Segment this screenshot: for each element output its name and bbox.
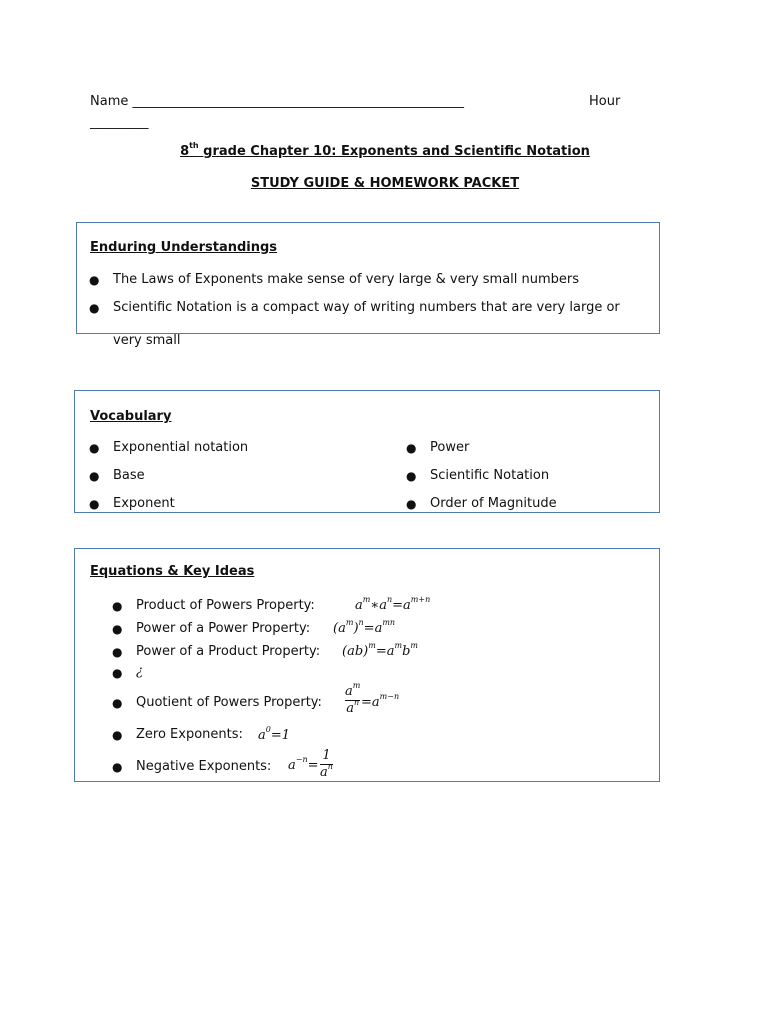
bullet-icon: ● (112, 599, 123, 613)
vocab-item: Power (430, 440, 470, 455)
hour-label: Hour (589, 94, 621, 109)
bullet-icon: ● (406, 497, 417, 511)
bullet-icon: ● (112, 760, 123, 774)
equation-label: Negative Exponents: (136, 759, 272, 774)
enduring-heading: Enduring Understandings (90, 240, 278, 255)
bullet-icon: ● (112, 666, 123, 680)
bullet-icon: ● (89, 301, 100, 315)
equations-heading: Equations & Key Ideas (90, 564, 255, 579)
page-subtitle: STUDY GUIDE & HOMEWORK PACKET (250, 176, 520, 191)
bullet-icon: ● (112, 622, 123, 636)
bullet-icon: ● (112, 728, 123, 742)
equation-label: Product of Powers Property: (136, 598, 315, 613)
bullet-icon: ● (89, 497, 100, 511)
equation-label: Zero Exponents: (136, 727, 243, 742)
quotient-fraction: $a^m$ $a^n$ (345, 681, 361, 716)
vocab-item: Scientific Notation (430, 468, 550, 483)
enduring-item-continued: very small (113, 333, 181, 348)
name-field (90, 94, 464, 109)
vocab-item: Exponent (113, 496, 175, 511)
negative-exponent-fraction: 1 $a^n$ (320, 748, 333, 780)
bullet-icon: ● (112, 696, 123, 710)
vocab-item: Order of Magnitude (430, 496, 557, 511)
hour-line: _________ (90, 115, 149, 130)
bullet-icon: ● (89, 273, 100, 287)
zero-exponent-formula: $a^0=1$ (258, 725, 291, 743)
power-of-product-formula: $(ab)^m=a^mb^m$ (342, 641, 419, 659)
vocabulary-heading: Vocabulary (90, 409, 172, 424)
stray-glyph: ¿ (136, 664, 143, 679)
equations-box (74, 548, 660, 782)
bullet-icon: ● (112, 645, 123, 659)
product-of-powers-formula: $a^m∗a^n=a^{m+n}$ (355, 595, 431, 613)
bullet-icon: ● (89, 441, 100, 455)
enduring-item: The Laws of Exponents make sense of very large & very small numbers (113, 272, 580, 287)
bullet-icon: ● (406, 441, 417, 455)
vocab-item: Exponential notation (113, 440, 249, 455)
enduring-item: Scientific Notation is a compact way of writing numbers that are very large or (113, 300, 620, 315)
negative-exponent-lhs: $a^{-n}=$ (288, 755, 319, 773)
name-label: Name (90, 94, 129, 109)
power-of-power-formula: $(a^m)^n=a^{mn}$ (333, 618, 396, 636)
equation-label: Power of a Product Property: (136, 644, 321, 659)
vocab-item: Base (113, 468, 145, 483)
quotient-result: $=a^{m-n}$ (361, 692, 400, 710)
page-title: 8th grade Chapter 10: Exponents and Scientific Notation (180, 141, 590, 159)
equation-label: Power of a Power Property: (136, 621, 311, 636)
name-line: ___________________________________________________ (132, 94, 464, 109)
bullet-icon: ● (89, 469, 100, 483)
equation-label: Quotient of Powers Property: (136, 695, 322, 710)
bullet-icon: ● (406, 469, 417, 483)
